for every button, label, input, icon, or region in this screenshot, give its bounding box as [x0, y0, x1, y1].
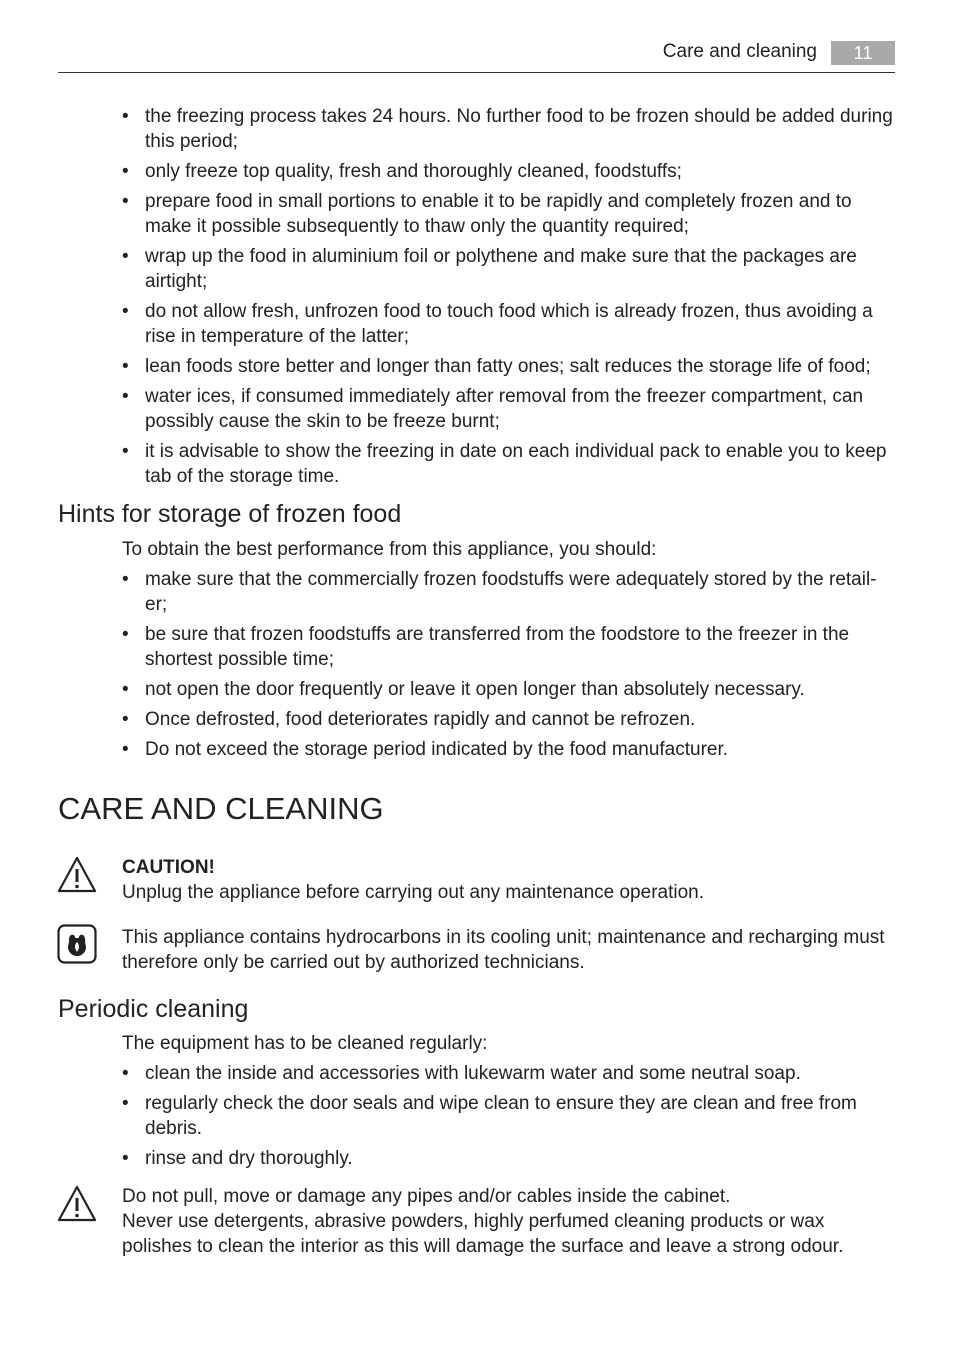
environment-note: [122, 925, 895, 975]
warning-line-1: Do not pull, move or damage any pipes and/or cables inside the cabinet.: [122, 1186, 731, 1207]
periodic-intro: The equipment has to be cleaned regularly:: [122, 1033, 488, 1054]
list-item: • not open the door frequently or leave it open longer than absolutely necessary.: [122, 679, 805, 700]
storage-section: [122, 537, 895, 767]
environment-text: This appliance contains hydrocarbons in its cooling unit; maintenance and recharging must therefore only be carried out by authorized technicians.: [122, 927, 885, 973]
list-item: • do not allow fresh, unfrozen food to touch food which is already frozen, thus avoiding a rise in temperature of the latter;: [122, 301, 873, 347]
periodic-section: [122, 1031, 895, 1176]
environment-icon: [57, 924, 97, 969]
list-item: • the freezing process takes 24 hours. No further food to be frozen should be added during this period;: [122, 106, 893, 152]
header-title: Care and cleaning: [662, 41, 817, 62]
care-heading: CARE AND CLEANING: [58, 791, 384, 826]
list-item: • be sure that frozen foodstuffs are transferred from the foodstore to the freezer in the shortest possible time;: [122, 624, 850, 670]
list-item: • prepare food in small portions to enable it to be rapidly and completely frozen and to make it possible subsequently to thaw only the quantity required;: [122, 191, 852, 237]
list-item: • lean foods store better and longer than fatty ones; salt reduces the storage life of food;: [122, 356, 871, 377]
caution-note: [122, 855, 895, 905]
warning-triangle-icon: [57, 856, 97, 899]
list-item: • regularly check the door seals and wipe clean to ensure they are clean and free from debris.: [122, 1093, 857, 1139]
list-item: • make sure that the commercially frozen foodstuffs were adequately stored by the retail-er;: [122, 569, 877, 615]
list-item: • rinse and dry thoroughly.: [122, 1148, 353, 1169]
list-item: • water ices, if consumed immediately after removal from the freezer compartment, can possibly cause the skin to be freeze burnt;: [122, 386, 864, 432]
list-item: • wrap up the food in aluminium foil or polythene and make sure that the packages are airtight;: [122, 246, 857, 292]
caution-title: CAUTION!: [122, 857, 215, 878]
page-header: [58, 38, 895, 73]
warning-line-2: Never use detergents, abrasive powders, highly perfumed cleaning products or wax polishes to clean the interior as this will damage the surface and leave a strong odour.: [122, 1211, 844, 1257]
list-item: • only freeze top quality, fresh and thoroughly cleaned, foodstuffs;: [122, 161, 682, 182]
storage-heading: Hints for storage of frozen food: [58, 500, 402, 528]
warning-note: [122, 1184, 895, 1259]
freezing-tips: [122, 104, 895, 494]
list-item: • Once defrosted, food deteriorates rapidly and cannot be refrozen.: [122, 709, 696, 730]
warning-triangle-icon: [57, 1185, 97, 1228]
list-item: • Do not exceed the storage period indicated by the food manufacturer.: [122, 739, 729, 760]
periodic-heading: Periodic cleaning: [58, 995, 249, 1023]
page-number: 11: [831, 41, 895, 65]
list-item: • it is advisable to show the freezing in date on each individual pack to enable you to keep tab of the storage time.: [122, 441, 887, 487]
storage-intro: To obtain the best performance from this appliance, you should:: [122, 539, 657, 560]
caution-text: Unplug the appliance before carrying out any maintenance operation.: [122, 882, 704, 903]
list-item: • clean the inside and accessories with lukewarm water and some neutral soap.: [122, 1063, 801, 1084]
